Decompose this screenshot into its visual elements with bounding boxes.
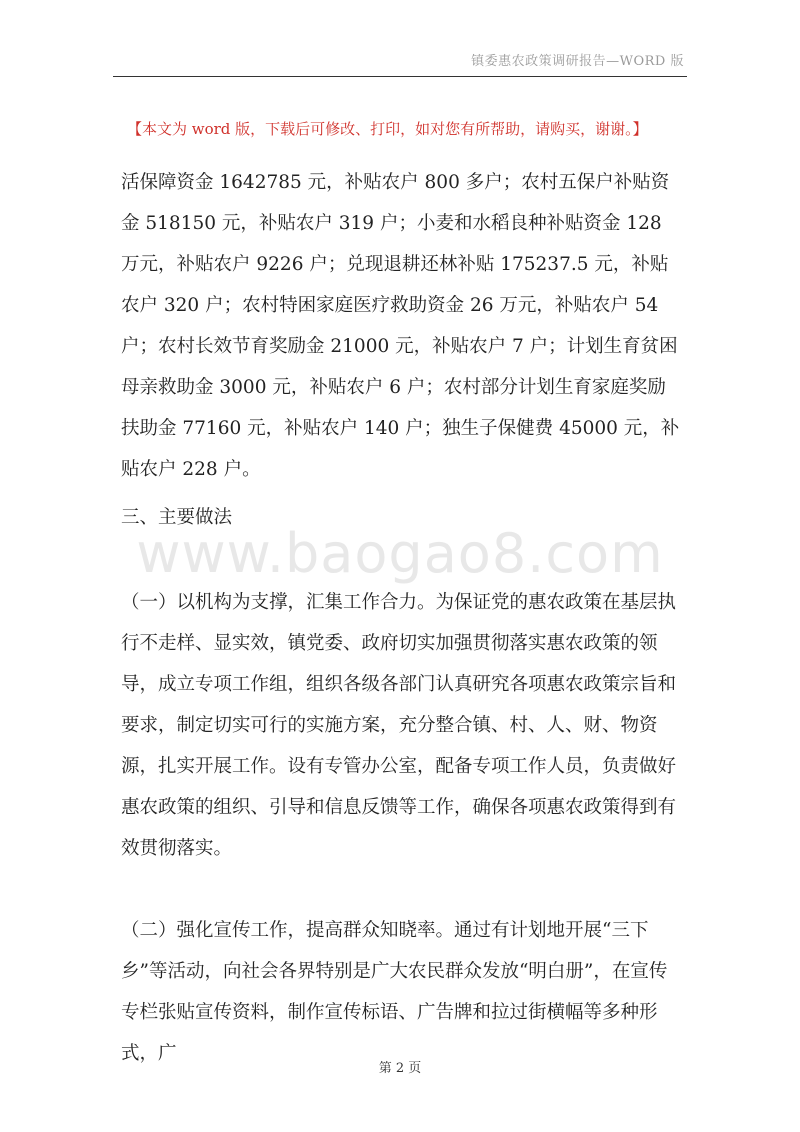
section-heading: 三、主要做法	[121, 507, 233, 528]
page-number: 第 2 页	[378, 1061, 422, 1076]
paragraph-publicity: （二）强化宣传工作，提高群众知晓率。通过有计划地开展“三下乡”等活动，向社会各界特别是广大农民群众发放“明白册”，在宣传专栏张贴宣传资料，制作宣传标语、广告牌和拉过街横幅等多种形式，广	[121, 920, 668, 1064]
paragraph-organization: （一）以机构为支撑，汇集工作合力。为保证党的惠农政策在基层执行不走样、显实效，镇党委、政府切实加强贯彻落实惠农政策的领导，成立专项工作组，组织各级各部门认真研究各项惠农政策宗旨和要求，制定切实可行的实施方案，充分整合镇、村、人、财、物资源，扎实开展工作。设有专管办公室，配备专项工作人员，负责做好惠农政策的组织、引导和信息反馈等工作，确保各项惠农政策得到有效贯彻落实。	[121, 592, 677, 859]
purchase-notice: 【本文为 word 版，下载后可修改、打印，如对您有所帮助，请购买，谢谢。】	[127, 120, 648, 138]
paragraph-subsidy-figures: 活保障资金 1642785 元，补贴农户 800 多户；农村五保户补贴资金 518150 元，补贴农户 319 户；小麦和水稻良种补贴资金 128 万元，补贴农户 9226 户；兑现退耕还林补贴 175237.5 元，补贴农户 320 户；农村特困家庭医疗救助资金 26 万元，补贴农户 54 户；农村长效节育奖励金 21000 元，补贴农户 7 户；计划生育贫困母亲救助金 3000 元，补贴农户 6 户；农村部分计划生育家庭奖励扶助金 77160 元，补贴农户 140 户；独生子保健费 45000 元，补贴农户 228 户。	[121, 172, 680, 480]
header-divider	[113, 76, 687, 77]
header-title: 镇委惠农政策调研报告—WORD 版	[471, 54, 684, 69]
watermark: www.baogao8.com	[136, 522, 664, 585]
